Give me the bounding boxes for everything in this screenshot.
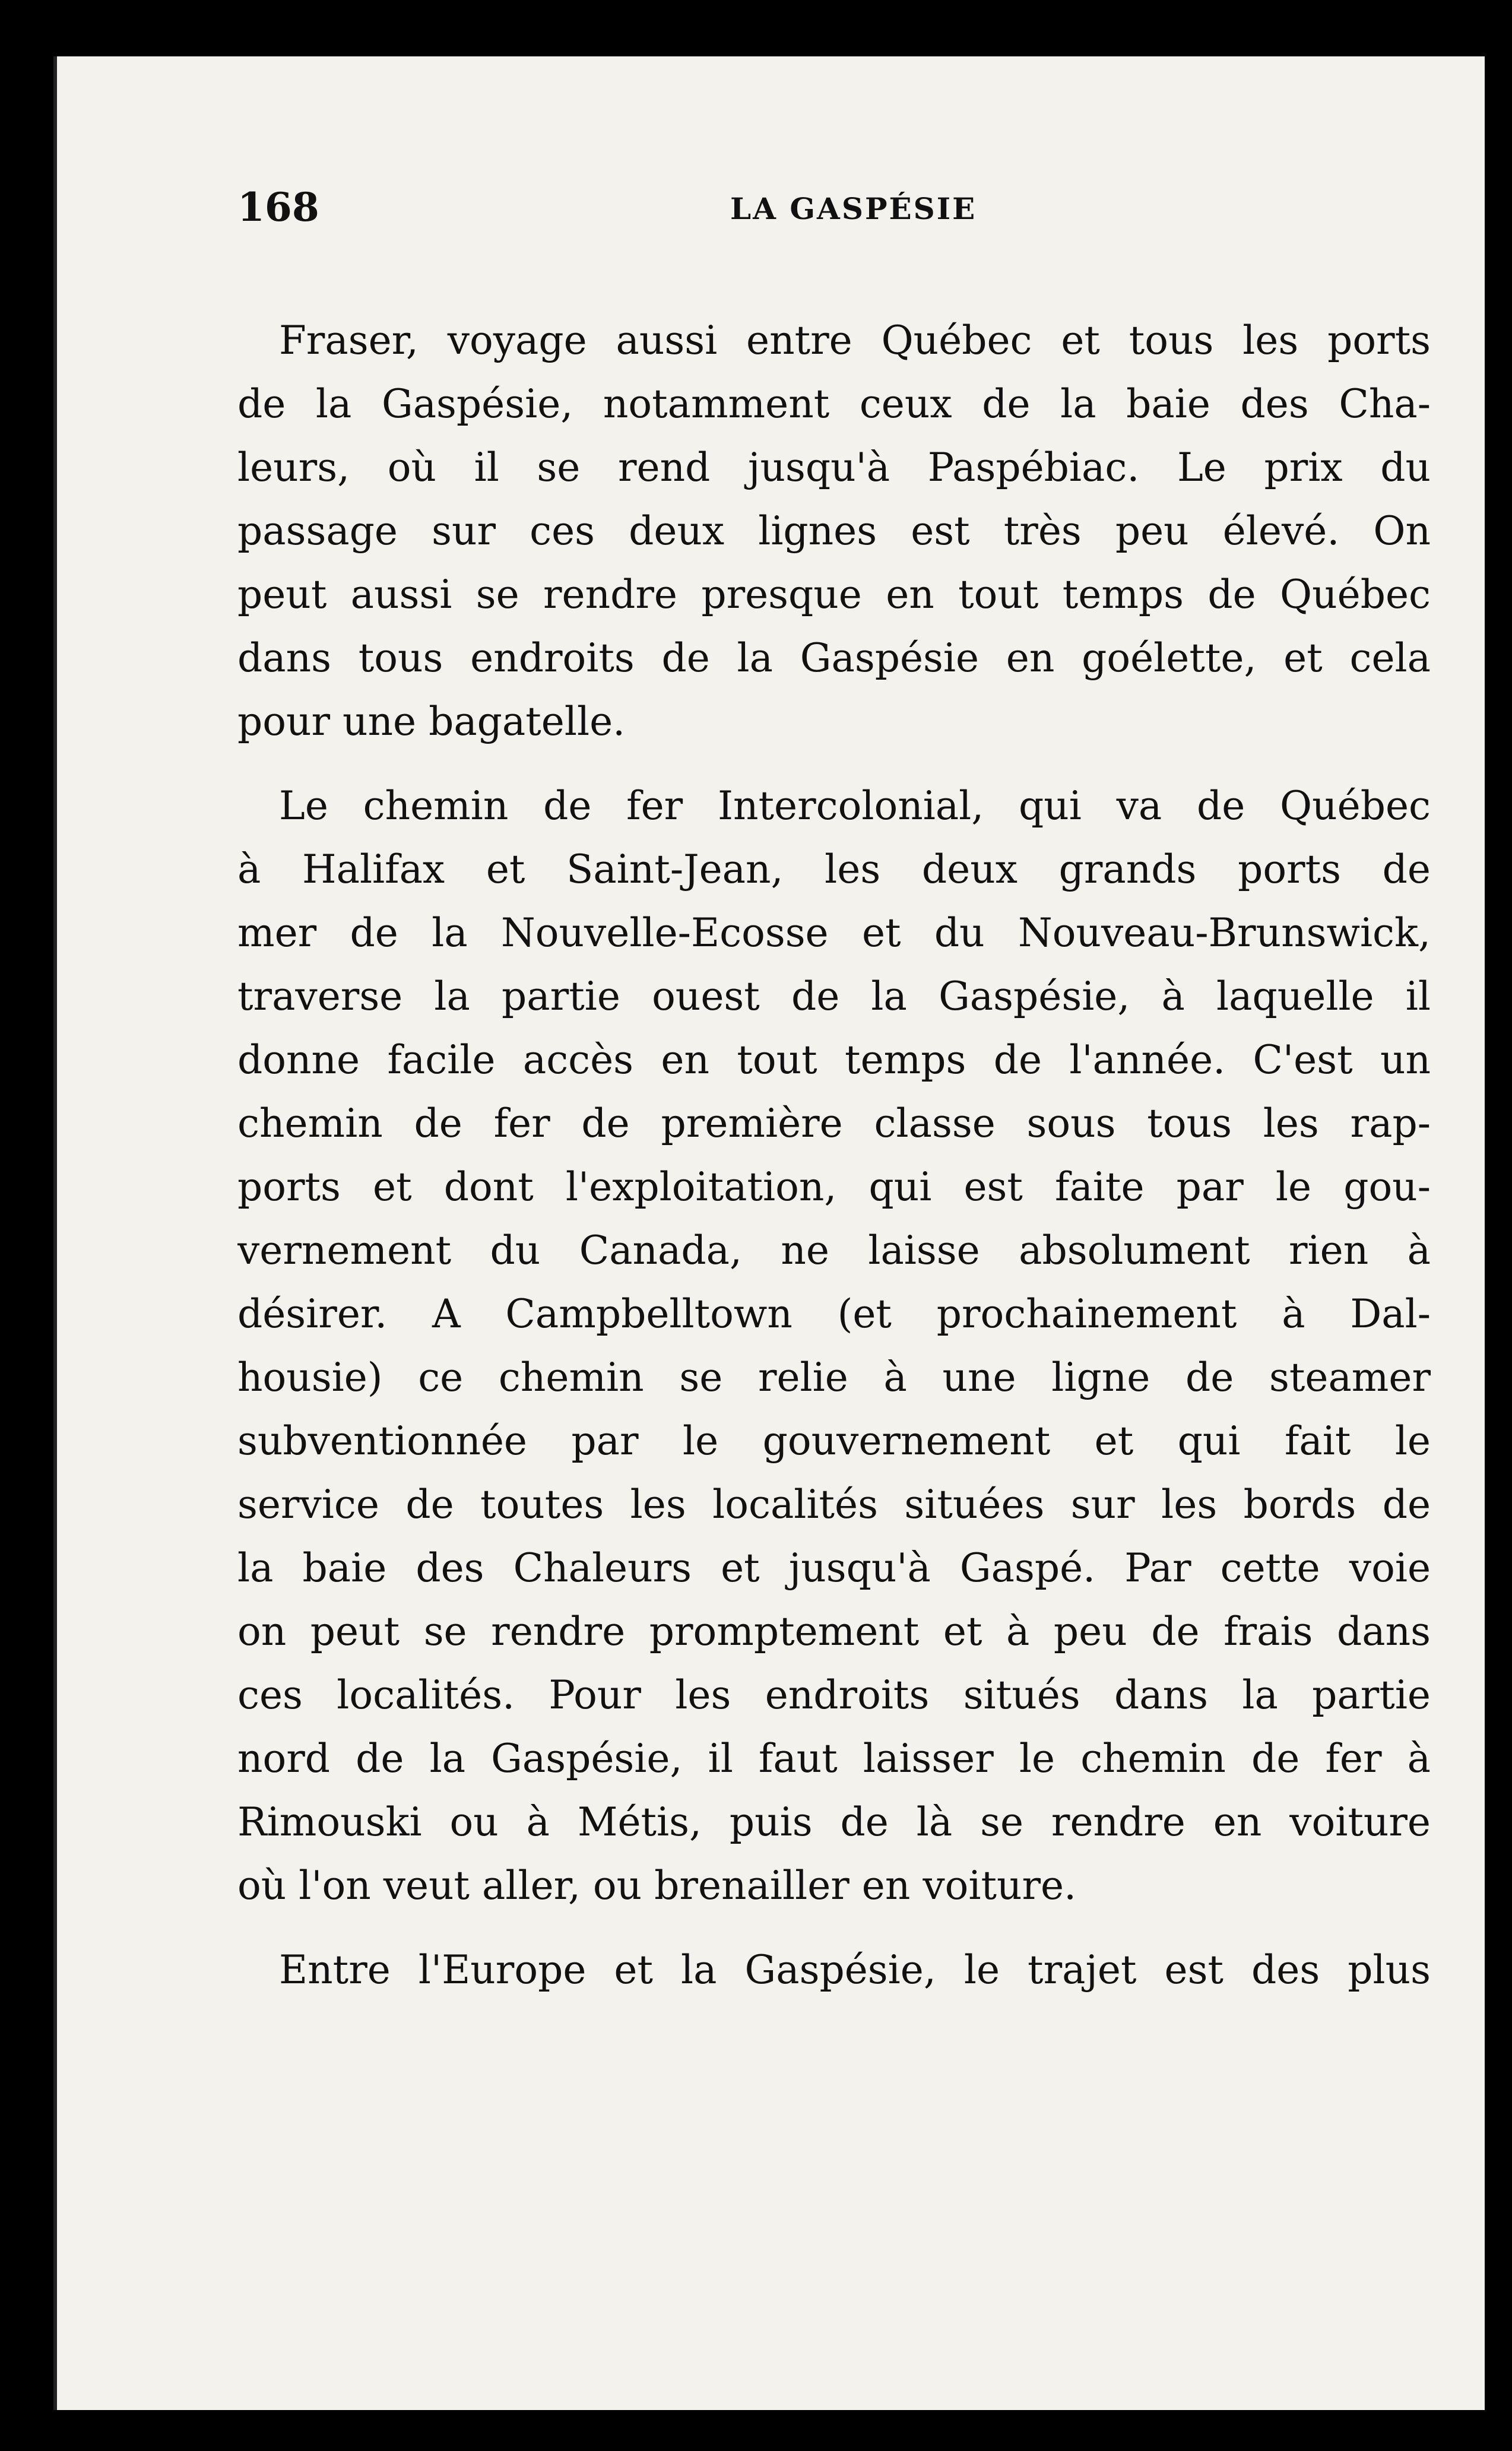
text-line: mer de la Nouvelle-Ecosse et du Nouveau-Brunswick, [237,910,1431,956]
text-line: nord de la Gaspésie, il faut laisser le chemin de fer à [237,1736,1431,1781]
body-text [237,309,1431,2002]
paragraph [237,309,1431,753]
paragraph [237,774,1431,1917]
text-line: peut aussi se rendre presque en tout temps de Québec [237,572,1431,617]
paragraph-gap [237,1917,1431,1938]
page-number: 168 [237,184,319,230]
text-line: donne facile accès en tout temps de l'année. C'est un [237,1037,1431,1083]
text-line: Le chemin de fer Intercolonial, qui va de Québec [279,783,1431,829]
paragraph-gap [237,753,1431,774]
text-line: la baie des Chaleurs et jusqu'à Gaspé. Par cette voie [237,1545,1431,1591]
text-line: où l'on veut aller, ou brenailler en voiture. [237,1863,1077,1908]
text-line: subventionnée par le gouvernement et qui fait le [237,1418,1431,1464]
text-line: de la Gaspésie, notamment ceux de la baie des Cha- [237,381,1431,427]
text-line: pour une bagatelle. [237,699,626,744]
text-line: Entre l'Europe et la Gaspésie, le trajet est des plus [279,1947,1431,1993]
text-line: on peut se rendre promptement et à peu de frais dans [237,1609,1431,1654]
text-line: ces localités. Pour les endroits situés dans la partie [237,1672,1431,1718]
text-line: chemin de fer de première classe sous tous les rap- [237,1101,1431,1146]
text-line: Fraser, voyage aussi entre Québec et tous les ports [279,318,1431,363]
text-line: Rimouski ou à Métis, puis de là se rendre en voiture [237,1799,1431,1845]
text-line: dans tous endroits de la Gaspésie en goélette, et cela [237,635,1431,681]
text-line: leurs, où il se rend jusqu'à Paspébiac. Le prix du [237,445,1431,490]
text-line: à Halifax et Saint-Jean, les deux grands ports de [237,846,1431,892]
text-line: passage sur ces deux lignes est très peu élevé. On [237,508,1431,554]
paragraph [237,1938,1431,2002]
paragraph-container [237,309,1431,2002]
running-head: LA GASPÉSIE [730,191,977,226]
text-line: traverse la partie ouest de la Gaspésie, à laquelle il [237,974,1431,1019]
text-line: service de toutes les localités situées sur les bords de [237,1482,1431,1527]
text-line: ports et dont l'exploitation, qui est faite par le gou- [237,1164,1431,1210]
text-line: housie) ce chemin se relie à une ligne de steamer [237,1355,1431,1400]
page-header [237,166,1431,249]
text-line: vernement du Canada, ne laisse absolument rien à [237,1228,1431,1273]
text-line: désirer. A Campbelltown (et prochainement à Dal- [237,1291,1431,1337]
